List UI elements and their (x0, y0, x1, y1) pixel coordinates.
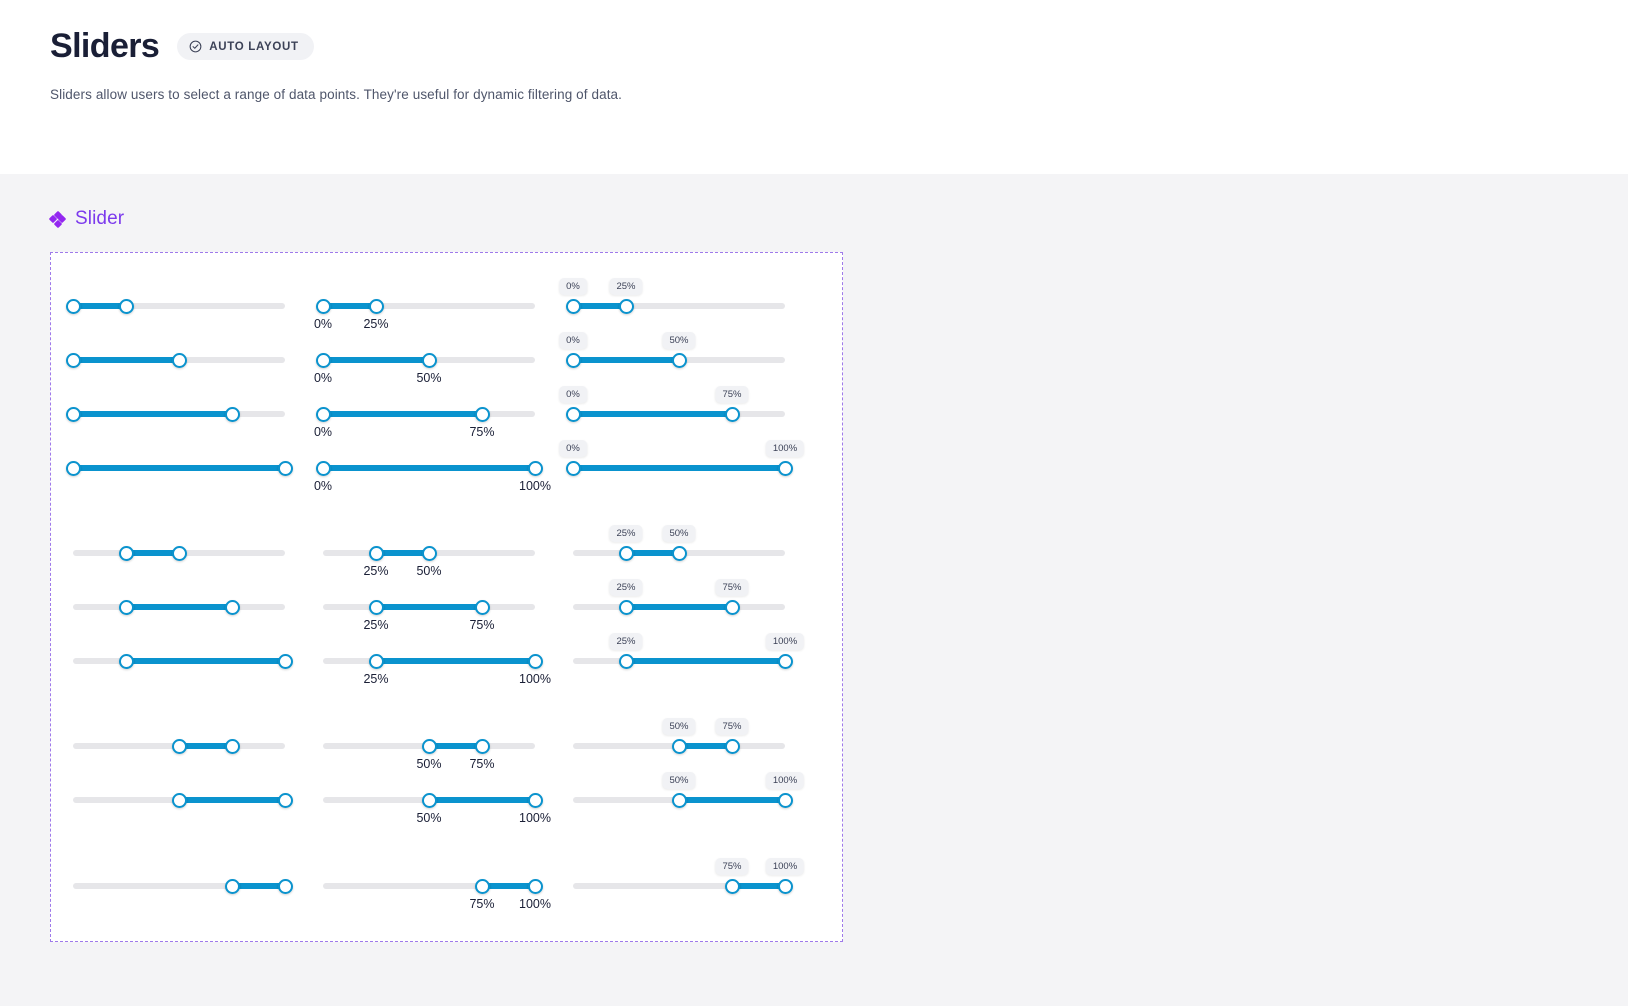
slider-handle-end[interactable] (528, 461, 543, 476)
slider-handle-start[interactable] (119, 546, 134, 561)
range-slider[interactable] (313, 411, 535, 439)
range-slider[interactable] (73, 743, 285, 749)
slider-handle-end[interactable] (475, 739, 490, 754)
slider-handle-end[interactable] (278, 461, 293, 476)
range-slider[interactable] (73, 357, 285, 363)
slider-tooltip-end: 100% (766, 440, 804, 457)
slider-handle-end[interactable] (225, 739, 240, 754)
slider-handle-end[interactable] (778, 793, 793, 808)
range-slider[interactable] (323, 604, 535, 632)
range-slider[interactable] (573, 636, 798, 664)
slider-fill (73, 357, 179, 363)
slider-handle-start[interactable] (172, 739, 187, 754)
slider-frame (50, 252, 843, 942)
slider-handle-end[interactable] (619, 299, 634, 314)
slider-tooltip-end: 100% (766, 772, 804, 789)
slider-handle-start[interactable] (66, 299, 81, 314)
slider-tooltip-start: 25% (609, 525, 642, 542)
slider-handle-end[interactable] (475, 600, 490, 615)
slider-track[interactable] (73, 550, 285, 556)
slider-handle-end[interactable] (278, 879, 293, 894)
slider-handle-start[interactable] (619, 654, 634, 669)
slider-tooltip-end: 100% (766, 633, 804, 650)
slider-handle-start[interactable] (422, 739, 437, 754)
slider-handle-start[interactable] (619, 600, 634, 615)
page-subtitle: Sliders allow users to select a range of data points. They're useful for dynamic filtering of data. (50, 87, 623, 103)
range-slider[interactable] (73, 550, 285, 556)
range-slider[interactable] (323, 658, 551, 686)
range-slider[interactable] (323, 550, 535, 578)
slider-track[interactable] (73, 465, 285, 471)
slider-value-label-end: 75% (469, 425, 495, 439)
slider-fill (573, 465, 785, 471)
range-slider[interactable] (566, 443, 798, 471)
slider-value-label-end: 100% (519, 811, 551, 825)
range-slider[interactable] (73, 411, 285, 417)
range-slider[interactable] (313, 465, 551, 493)
page-title: Sliders (50, 27, 160, 65)
slider-handle-end[interactable] (528, 793, 543, 808)
range-slider[interactable] (73, 303, 285, 309)
slider-tooltip-start: 50% (662, 772, 695, 789)
slider-value-label-start: 0% (313, 317, 333, 331)
slider-handle-start[interactable] (316, 407, 331, 422)
slider-handle-start[interactable] (66, 407, 81, 422)
check-circle-icon (189, 40, 202, 53)
slider-handle-end[interactable] (278, 793, 293, 808)
slider-tooltip-end: 75% (715, 579, 748, 596)
section-title: Slider (75, 208, 125, 229)
range-slider[interactable] (73, 465, 285, 471)
slider-value-label-start: 50% (416, 757, 442, 771)
slider-value-label-end: 75% (469, 757, 495, 771)
slider-tooltip-start: 25% (609, 579, 642, 596)
slider-value-label-end: 75% (469, 618, 495, 632)
canvas-area (0, 174, 1628, 1006)
slider-handle-end[interactable] (778, 879, 793, 894)
slider-handle-start[interactable] (119, 600, 134, 615)
slider-handle-start[interactable] (566, 299, 581, 314)
slider-handle-start[interactable] (316, 461, 331, 476)
slider-track[interactable] (566, 389, 785, 417)
slider-track[interactable] (573, 861, 798, 889)
range-slider[interactable] (566, 389, 785, 417)
slider-value-label-start: 75% (469, 897, 495, 911)
slider-handle-end[interactable] (778, 461, 793, 476)
slider-track[interactable] (573, 636, 798, 664)
slider-handle-start[interactable] (369, 546, 384, 561)
range-slider[interactable] (323, 797, 551, 825)
slider-track[interactable] (566, 443, 798, 471)
auto-layout-badge-label: AUTO LAYOUT (209, 40, 299, 53)
slider-grid (51, 277, 842, 941)
slider-value-label-start: 0% (313, 371, 333, 385)
range-slider[interactable] (73, 883, 285, 889)
slider-fill (126, 658, 285, 664)
range-slider[interactable] (323, 883, 551, 911)
slider-tooltip-start: 0% (559, 332, 587, 349)
component-diamond-icon (50, 212, 65, 227)
slider-tooltip-end: 50% (662, 332, 695, 349)
slider-handle-start[interactable] (475, 879, 490, 894)
slider-tooltip-start: 25% (609, 633, 642, 650)
slider-track[interactable] (73, 883, 285, 889)
slider-handle-start[interactable] (672, 739, 687, 754)
slider-handle-start[interactable] (369, 654, 384, 669)
slider-track[interactable] (573, 775, 798, 803)
slider-handle-start[interactable] (672, 793, 687, 808)
slider-track[interactable] (73, 357, 285, 363)
slider-tooltip-start: 0% (559, 278, 587, 295)
slider-fill (179, 797, 285, 803)
slider-handle-start[interactable] (316, 353, 331, 368)
slider-handle-start[interactable] (422, 793, 437, 808)
slider-fill (376, 658, 535, 664)
slider-track[interactable] (323, 797, 551, 825)
range-slider[interactable] (573, 528, 785, 556)
slider-handle-start[interactable] (225, 879, 240, 894)
slider-track[interactable] (313, 465, 551, 493)
range-slider[interactable] (573, 861, 798, 889)
slider-handle-end[interactable] (778, 654, 793, 669)
section-header (50, 208, 1578, 230)
slider-tooltip-end: 75% (715, 718, 748, 735)
slider-track[interactable] (323, 743, 535, 771)
slider-value-label-start: 50% (416, 811, 442, 825)
page-header (0, 0, 1628, 174)
slider-value-label-end: 100% (519, 897, 551, 911)
slider-fill (573, 411, 732, 417)
slider-track[interactable] (73, 797, 285, 803)
range-slider[interactable] (73, 658, 285, 664)
slider-fill (126, 604, 232, 610)
slider-track[interactable] (323, 658, 551, 686)
slider-fill (626, 604, 732, 610)
slider-fill (679, 797, 785, 803)
range-slider[interactable] (573, 582, 785, 610)
slider-tooltip-start: 0% (559, 386, 587, 403)
slider-handle-start[interactable] (316, 299, 331, 314)
slider-track[interactable] (566, 335, 785, 363)
slider-fill (429, 797, 535, 803)
slider-handle-end[interactable] (225, 407, 240, 422)
slider-track[interactable] (573, 582, 785, 610)
slider-handle-end[interactable] (672, 353, 687, 368)
slider-track[interactable] (323, 604, 535, 632)
slider-handle-end[interactable] (725, 739, 740, 754)
slider-track[interactable] (73, 303, 285, 309)
slider-value-label-end: 100% (519, 672, 551, 686)
slider-track[interactable] (73, 743, 285, 749)
slider-handle-end[interactable] (422, 353, 437, 368)
slider-handle-end[interactable] (672, 546, 687, 561)
slider-fill (626, 658, 785, 664)
slider-value-label-start: 25% (363, 564, 389, 578)
slider-fill (376, 604, 482, 610)
slider-handle-start[interactable] (566, 407, 581, 422)
slider-handle-start[interactable] (66, 461, 81, 476)
slider-handle-end[interactable] (725, 407, 740, 422)
slider-handle-start[interactable] (119, 654, 134, 669)
slider-fill (73, 411, 232, 417)
slider-handle-start[interactable] (725, 879, 740, 894)
slider-handle-end[interactable] (475, 407, 490, 422)
slider-track[interactable] (573, 721, 785, 749)
slider-value-label-end: 50% (416, 564, 442, 578)
slider-handle-start[interactable] (566, 461, 581, 476)
slider-value-label-end: 25% (363, 317, 389, 331)
slider-handle-end[interactable] (172, 546, 187, 561)
range-slider[interactable] (573, 721, 785, 749)
range-slider[interactable] (566, 335, 785, 363)
slider-handle-end[interactable] (528, 654, 543, 669)
slider-handle-end[interactable] (278, 654, 293, 669)
title-row (50, 28, 1578, 65)
range-slider[interactable] (323, 743, 535, 771)
slider-tooltip-start: 75% (715, 858, 748, 875)
slider-value-label-start: 25% (363, 618, 389, 632)
slider-track[interactable] (323, 883, 551, 911)
slider-track[interactable] (313, 411, 535, 439)
slider-tooltip-end: 50% (662, 525, 695, 542)
slider-handle-end[interactable] (528, 879, 543, 894)
slider-tooltip-end: 100% (766, 858, 804, 875)
slider-fill (573, 357, 679, 363)
slider-track[interactable] (566, 281, 785, 309)
slider-tooltip-end: 75% (715, 386, 748, 403)
range-slider[interactable] (313, 357, 535, 385)
slider-track[interactable] (73, 604, 285, 610)
slider-track[interactable] (323, 550, 535, 578)
range-slider[interactable] (313, 303, 535, 331)
slider-tooltip-end: 25% (609, 278, 642, 295)
auto-layout-badge (177, 33, 314, 60)
slider-track[interactable] (573, 528, 785, 556)
slider-tooltip-start: 0% (559, 440, 587, 457)
slider-value-label-start: 25% (363, 672, 389, 686)
slider-value-label-end: 100% (519, 479, 551, 493)
slider-handle-end[interactable] (725, 600, 740, 615)
slider-handle-start[interactable] (172, 793, 187, 808)
slider-track[interactable] (73, 658, 285, 664)
slider-fill (323, 357, 429, 363)
slider-fill (73, 465, 285, 471)
range-slider[interactable] (73, 797, 285, 803)
range-slider[interactable] (73, 604, 285, 610)
slider-value-label-start: 0% (313, 425, 333, 439)
slider-fill (323, 465, 535, 471)
slider-track[interactable] (313, 357, 535, 385)
slider-handle-end[interactable] (422, 546, 437, 561)
slider-handle-end[interactable] (225, 600, 240, 615)
slider-handle-end[interactable] (172, 353, 187, 368)
slider-fill (323, 411, 482, 417)
range-slider[interactable] (573, 775, 798, 803)
slider-track[interactable] (73, 411, 285, 417)
slider-handle-end[interactable] (369, 299, 384, 314)
slider-track[interactable] (313, 303, 535, 331)
slider-handle-start[interactable] (566, 353, 581, 368)
slider-tooltip-start: 50% (662, 718, 695, 735)
slider-handle-end[interactable] (119, 299, 134, 314)
range-slider[interactable] (566, 281, 785, 309)
slider-handle-start[interactable] (66, 353, 81, 368)
slider-value-label-start: 0% (313, 479, 333, 493)
slider-handle-start[interactable] (619, 546, 634, 561)
slider-value-label-end: 50% (416, 371, 442, 385)
slider-handle-start[interactable] (369, 600, 384, 615)
